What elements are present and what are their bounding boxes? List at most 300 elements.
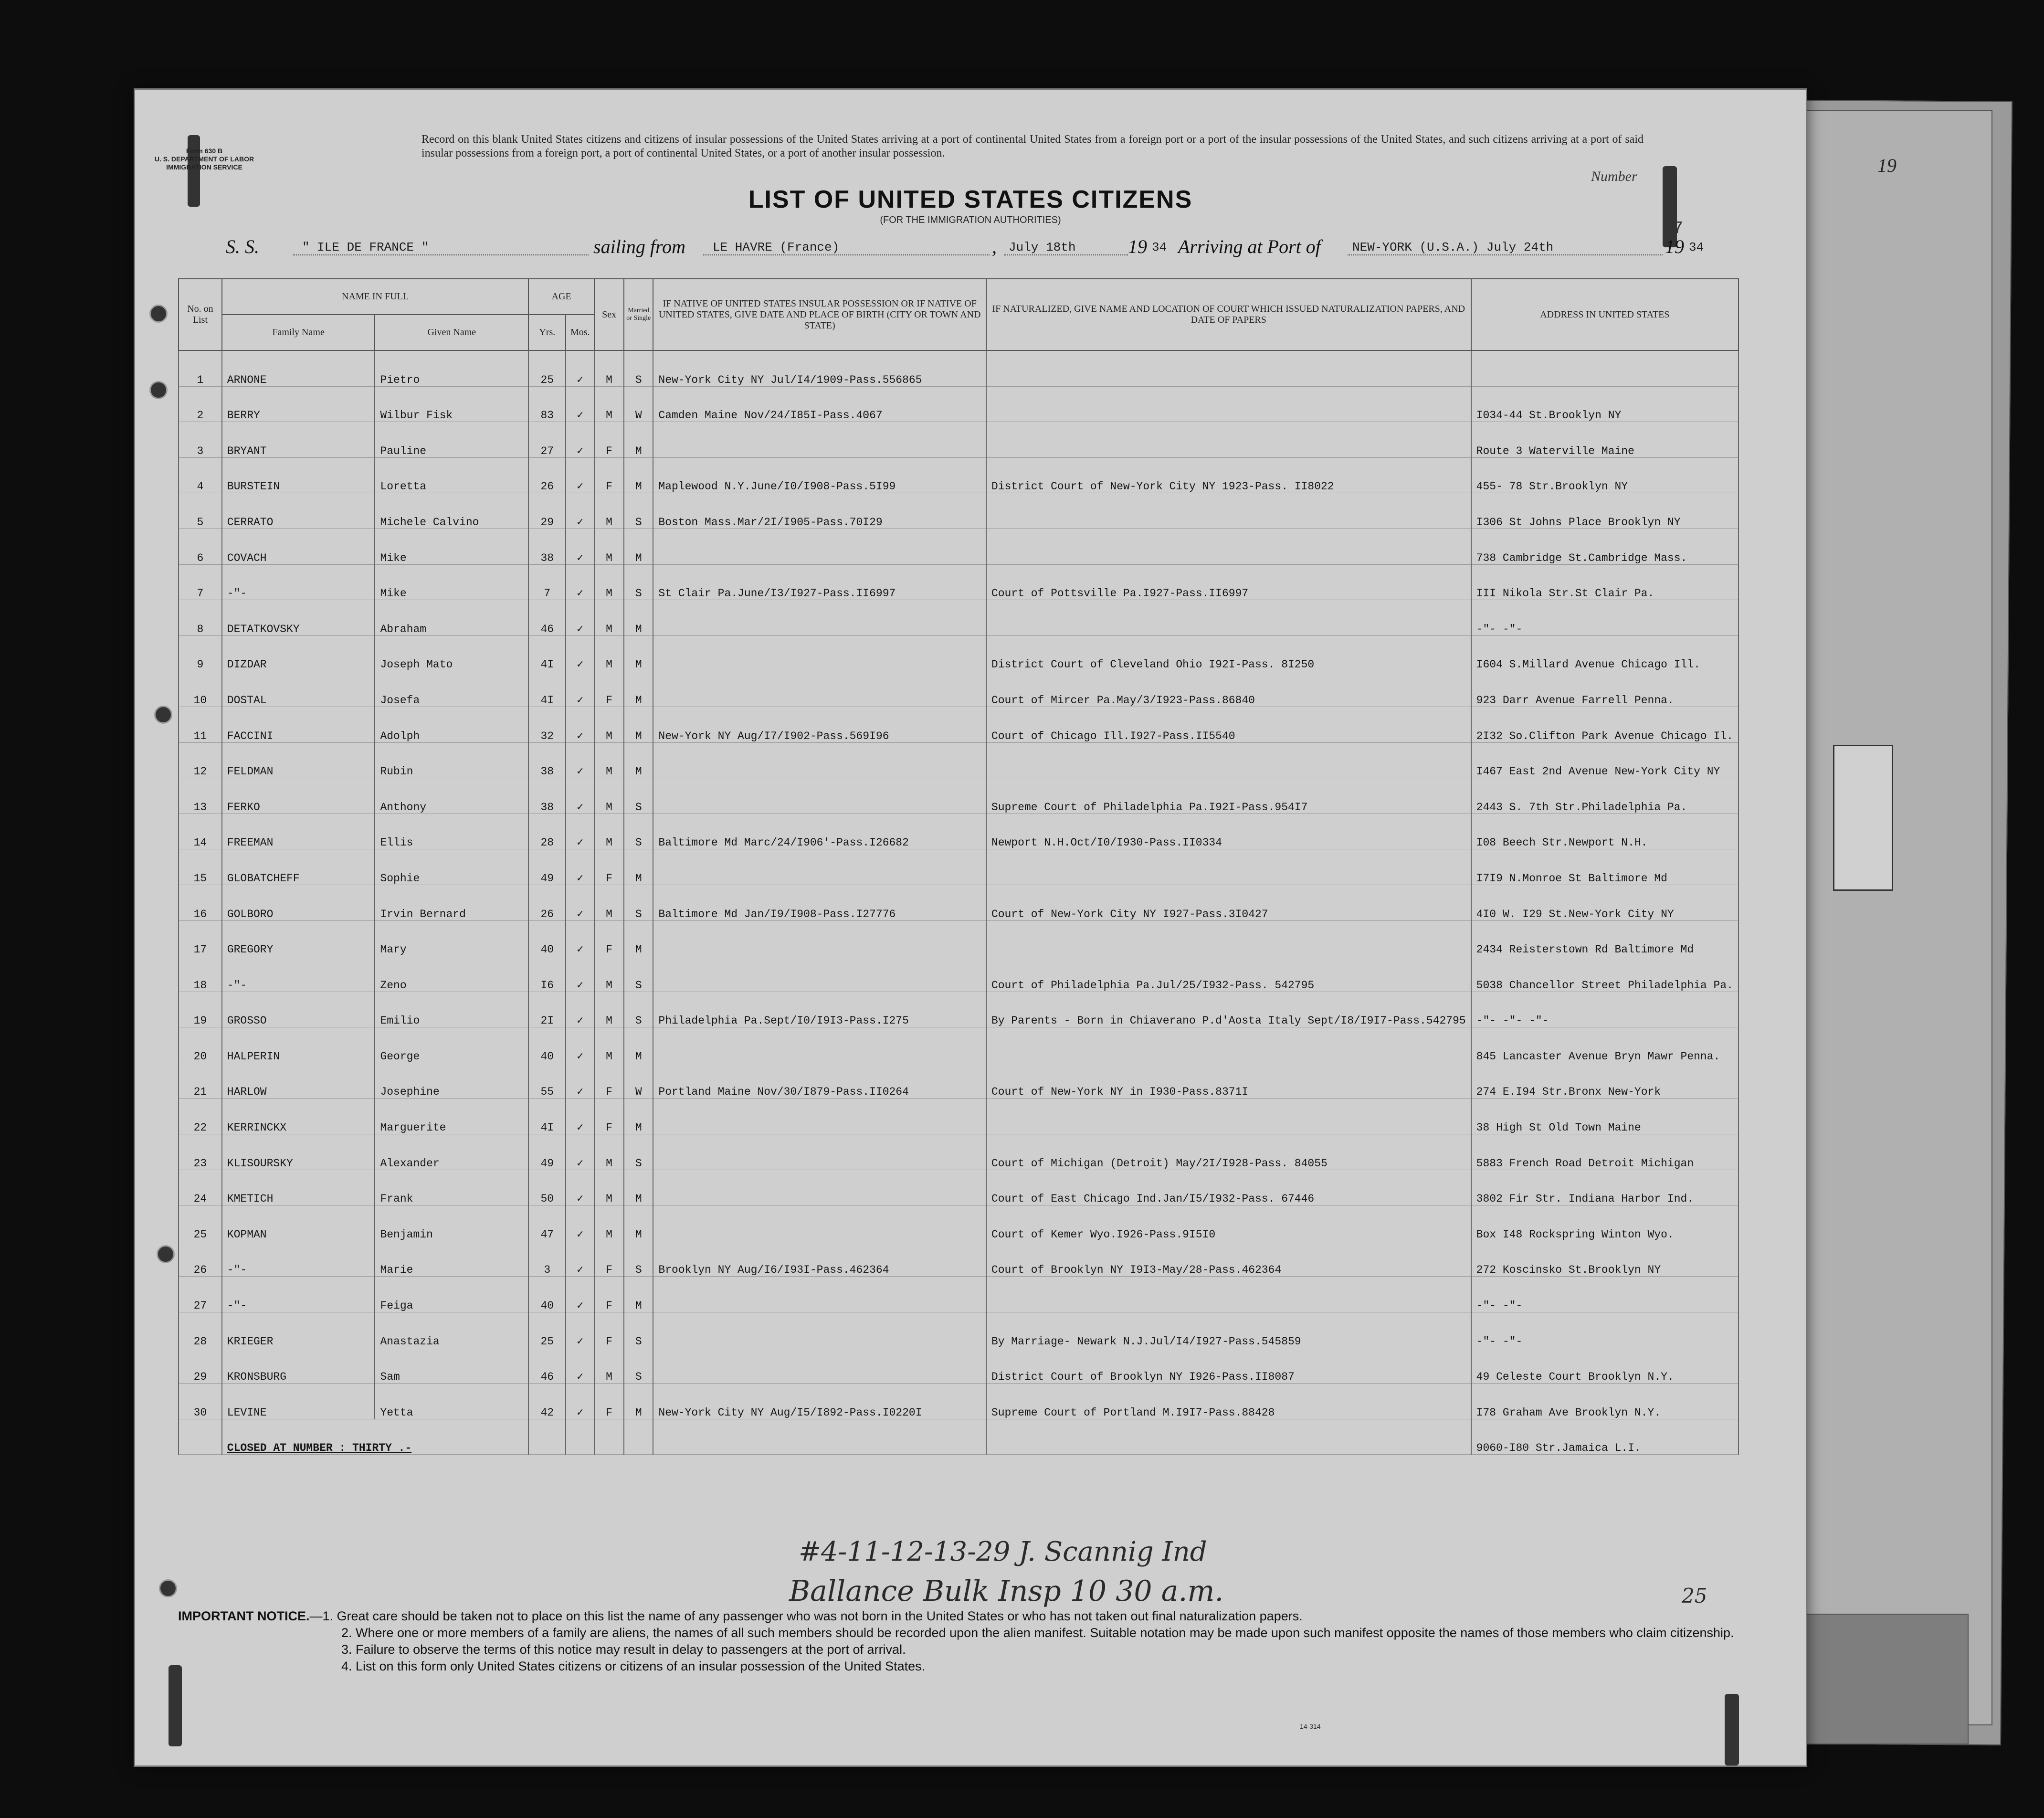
age-months: ✓ (566, 1241, 594, 1277)
age-years: 4I (528, 635, 566, 671)
age-years: 49 (528, 849, 566, 885)
sex: M (594, 350, 624, 386)
given-name: Joseph Mato (375, 635, 528, 671)
address: Box I48 Rockspring Winton Wyo. (1471, 1205, 1738, 1241)
family-name: KRIEGER (222, 1312, 375, 1348)
table-row (179, 1134, 1738, 1170)
notice-text: —1. Great care should be taken not to place on this list the name of any passenger who was not born in the United States or who has not taken out final naturalization papers. (309, 1609, 1303, 1623)
age-months: ✓ (566, 707, 594, 742)
birth-info (653, 1134, 986, 1170)
naturalization-info (986, 422, 1471, 458)
passenger-number: 9 (179, 635, 222, 671)
passenger-number: 29 (179, 1348, 222, 1384)
age-years: 40 (528, 1277, 566, 1312)
passenger-number: 26 (179, 1241, 222, 1277)
table-row (179, 528, 1738, 564)
col-mos: Mos. (566, 315, 594, 350)
naturalization-info (986, 493, 1471, 529)
marital-status: M (624, 1027, 653, 1063)
age-months: ✓ (566, 885, 594, 920)
passenger-number: 5 (179, 493, 222, 529)
marital-status: M (624, 849, 653, 885)
marital-status: W (624, 1063, 653, 1099)
naturalization-info: Supreme Court of Philadelphia Pa.I92I-Pass.954I7 (986, 778, 1471, 814)
age-months: ✓ (566, 1277, 594, 1312)
punch-hole (159, 1579, 177, 1597)
back-sheet (1795, 110, 1992, 1725)
marital-status: S (624, 1312, 653, 1348)
address: -"- -"- -"- (1471, 992, 1738, 1027)
age-months: ✓ (566, 635, 594, 671)
sex: F (594, 1277, 624, 1312)
naturalization-info (986, 386, 1471, 422)
age-months: ✓ (566, 1384, 594, 1419)
address: -"- -"- (1471, 1312, 1738, 1348)
naturalization-info (986, 1277, 1471, 1312)
closing-cell (653, 1419, 986, 1455)
table-row (179, 1384, 1738, 1419)
given-name: Frank (375, 1170, 528, 1205)
passenger-number: 7 (179, 564, 222, 600)
marital-status: M (624, 600, 653, 636)
passenger-number: 27 (179, 1277, 222, 1312)
birth-info: Boston Mass.Mar/2I/I905-Pass.70I29 (653, 493, 986, 529)
marital-status: S (624, 564, 653, 600)
ship-name: " ILE DE FRANCE " (302, 240, 429, 254)
age-years: 28 (528, 814, 566, 849)
table-row (179, 635, 1738, 671)
address: 738 Cambridge St.Cambridge Mass. (1471, 528, 1738, 564)
table-row (179, 1205, 1738, 1241)
address: I7I9 N.Monroe St Baltimore Md (1471, 849, 1738, 885)
given-name: Zeno (375, 956, 528, 992)
age-years: 55 (528, 1063, 566, 1099)
birth-info: Philadelphia Pa.Sept/I0/I9I3-Pass.I275 (653, 992, 986, 1027)
given-name: Michele Calvino (375, 493, 528, 529)
given-name: Mary (375, 920, 528, 956)
given-name: Abraham (375, 600, 528, 636)
birth-info (653, 1099, 986, 1134)
sex: M (594, 493, 624, 529)
marital-status: M (624, 742, 653, 778)
age-years: 32 (528, 707, 566, 742)
passenger-number: 28 (179, 1312, 222, 1348)
age-years: 4I (528, 671, 566, 707)
margin-note: 19 (1877, 155, 1896, 176)
age-years: 46 (528, 1348, 566, 1384)
given-name: Rubin (375, 742, 528, 778)
age-months: ✓ (566, 992, 594, 1027)
birth-info (653, 1170, 986, 1205)
sex: F (594, 457, 624, 493)
age-years: 50 (528, 1170, 566, 1205)
age-months: ✓ (566, 1205, 594, 1241)
binding-tab (169, 1665, 182, 1746)
sex: M (594, 600, 624, 636)
table-row (179, 493, 1738, 529)
notice-item-3: 3. Failure to observe the terms of this notice may result in delay to passengers at the port of arrival. (341, 1642, 906, 1657)
age-years: 38 (528, 778, 566, 814)
family-name: GROSSO (222, 992, 375, 1027)
given-name: Yetta (375, 1384, 528, 1419)
birth-info (653, 1027, 986, 1063)
punch-hole (149, 305, 168, 323)
naturalization-info: Court of Michigan (Detroit) May/2I/I928-Pass. 84055 (986, 1134, 1471, 1170)
handwritten-note-2: Ballance Bulk Insp 10 30 a.m. (789, 1575, 1224, 1608)
naturalization-info: By Marriage- Newark N.J.Jul/I4/I927-Pass.545859 (986, 1312, 1471, 1348)
address: -"- -"- (1471, 1277, 1738, 1312)
address: 2I32 So.Clifton Park Avenue Chicago Il. (1471, 707, 1738, 742)
table-row (179, 671, 1738, 707)
arrival-year-prefix: 19 (1665, 236, 1684, 257)
punch-hole (154, 706, 172, 724)
family-name: KLISOURSKY (222, 1134, 375, 1170)
ship-underline (293, 254, 589, 255)
marital-status: M (624, 422, 653, 458)
naturalization-info: Newport N.H.Oct/I0/I930-Pass.II0334 (986, 814, 1471, 849)
naturalization-info (986, 742, 1471, 778)
family-name: -"- (222, 1277, 375, 1312)
age-years: 49 (528, 1134, 566, 1170)
manifest-page (134, 88, 1896, 1767)
sex: M (594, 528, 624, 564)
passenger-number: 1 (179, 350, 222, 386)
handwritten-note-1: #4-11-12-13-29 J. Scannig Ind (799, 1536, 1207, 1567)
family-name: ARNONE (222, 350, 375, 386)
marital-status: S (624, 1348, 653, 1384)
sail-date: July 18th (1009, 240, 1076, 254)
closing-cell-no (179, 1419, 222, 1455)
sex: F (594, 1241, 624, 1277)
family-name: FELDMAN (222, 742, 375, 778)
family-name: HARLOW (222, 1063, 375, 1099)
comma: , (992, 236, 997, 257)
table-row (179, 1312, 1738, 1348)
passenger-table (178, 278, 1739, 1455)
marital-status: S (624, 956, 653, 992)
age-months: ✓ (566, 350, 594, 386)
age-years: 42 (528, 1384, 566, 1419)
given-name: Mike (375, 564, 528, 600)
passenger-number: 22 (179, 1099, 222, 1134)
sex: M (594, 1027, 624, 1063)
marital-status: M (624, 1205, 653, 1241)
passenger-number: 30 (179, 1384, 222, 1419)
sail-date-underline (1004, 254, 1128, 255)
table-row (179, 457, 1738, 493)
marital-status: S (624, 885, 653, 920)
birth-info (653, 1348, 986, 1384)
given-name: Josephine (375, 1063, 528, 1099)
birth-info (653, 778, 986, 814)
age-years: 38 (528, 528, 566, 564)
given-name: Emilio (375, 992, 528, 1027)
family-name: GLOBATCHEFF (222, 849, 375, 885)
age-months: ✓ (566, 1027, 594, 1063)
passenger-number: 25 (179, 1205, 222, 1241)
birth-info: Baltimore Md Marc/24/I906'-Pass.I26682 (653, 814, 986, 849)
table-row (179, 1099, 1738, 1134)
birth-info (653, 600, 986, 636)
address: I08 Beech Str.Newport N.H. (1471, 814, 1738, 849)
col-married: Married or Single (624, 279, 653, 350)
naturalization-info: Court of Brooklyn NY I9I3-May/28-Pass.462364 (986, 1241, 1471, 1277)
family-name: GOLBORO (222, 885, 375, 920)
age-years: 38 (528, 742, 566, 778)
birth-info (653, 1277, 986, 1312)
sex: M (594, 1348, 624, 1384)
given-name: Loretta (375, 457, 528, 493)
marital-status: M (624, 1099, 653, 1134)
marital-status: S (624, 814, 653, 849)
table-row (179, 1027, 1738, 1063)
birth-info (653, 1312, 986, 1348)
family-name: DOSTAL (222, 671, 375, 707)
age-months: ✓ (566, 564, 594, 600)
passenger-number: 24 (179, 1170, 222, 1205)
table-row (179, 1170, 1738, 1205)
binding-tab (1725, 1694, 1739, 1765)
sex: M (594, 885, 624, 920)
closing-cell (986, 1419, 1471, 1455)
age-years: I6 (528, 956, 566, 992)
address: 4I0 W. I29 St.New-York City NY (1471, 885, 1738, 920)
given-name: Marie (375, 1241, 528, 1277)
birth-info: Maplewood N.Y.June/I0/I908-Pass.5I99 (653, 457, 986, 493)
age-months: ✓ (566, 457, 594, 493)
family-name: KMETICH (222, 1170, 375, 1205)
address: Route 3 Waterville Maine (1471, 422, 1738, 458)
sex: M (594, 564, 624, 600)
naturalization-info: Court of Pottsville Pa.I927-Pass.II6997 (986, 564, 1471, 600)
closing-text: CLOSED AT NUMBER : THIRTY .- (222, 1419, 528, 1455)
notice-item-1 (178, 1608, 1744, 1625)
naturalization-info: Court of Mircer Pa.May/3/I923-Pass.86840 (986, 671, 1471, 707)
year-prefix: 19 (1128, 236, 1147, 257)
col-yrs: Yrs. (528, 315, 566, 350)
passenger-number: 23 (179, 1134, 222, 1170)
passenger-number: 21 (179, 1063, 222, 1099)
sex: M (594, 956, 624, 992)
marital-status: S (624, 1134, 653, 1170)
family-name: -"- (222, 1241, 375, 1277)
from-port: LE HAVRE (France) (713, 240, 840, 254)
address: I034-44 St.Brooklyn NY (1471, 386, 1738, 422)
given-name: Pauline (375, 422, 528, 458)
closing-cell (624, 1419, 653, 1455)
address: 923 Darr Avenue Farrell Penna. (1471, 671, 1738, 707)
age-months: ✓ (566, 1099, 594, 1134)
col-sex: Sex (594, 279, 624, 350)
sex: M (594, 635, 624, 671)
family-name: FREEMAN (222, 814, 375, 849)
form-print-number: 14-314 (1300, 1723, 1321, 1730)
col-address: ADDRESS IN UNITED STATES (1471, 279, 1738, 350)
family-name: HALPERIN (222, 1027, 375, 1063)
passenger-rows (179, 350, 1738, 1419)
closing-row (179, 1419, 1738, 1455)
address: 845 Lancaster Avenue Bryn Mawr Penna. (1471, 1027, 1738, 1063)
age-years: 40 (528, 920, 566, 956)
table-row (179, 1348, 1738, 1384)
birth-info: Baltimore Md Jan/I9/I908-Pass.I27776 (653, 885, 986, 920)
marital-status: M (624, 635, 653, 671)
table-row (179, 600, 1738, 636)
age-months: ✓ (566, 1312, 594, 1348)
sex: F (594, 1063, 624, 1099)
address: 455- 78 Str.Brooklyn NY (1471, 457, 1738, 493)
important-notice (178, 1608, 1744, 1675)
marital-status: M (624, 920, 653, 956)
naturalization-info: District Court of Cleveland Ohio I92I-Pass. 8I250 (986, 635, 1471, 671)
age-months: ✓ (566, 422, 594, 458)
given-name: Anthony (375, 778, 528, 814)
family-name: BRYANT (222, 422, 375, 458)
punch-hole (157, 1245, 175, 1263)
birth-info: New-York City NY Jul/I4/1909-Pass.556865 (653, 350, 986, 386)
address (1471, 350, 1738, 386)
table-row (179, 1241, 1738, 1277)
address: 49 Celeste Court Brooklyn N.Y. (1471, 1348, 1738, 1384)
marital-status: W (624, 386, 653, 422)
passenger-number: 13 (179, 778, 222, 814)
age-months: ✓ (566, 528, 594, 564)
col-age: AGE (528, 279, 594, 315)
naturalization-info: Court of Kemer Wyo.I926-Pass.9I5I0 (986, 1205, 1471, 1241)
age-years: 29 (528, 493, 566, 529)
passenger-number: 4 (179, 457, 222, 493)
closing-cell (528, 1419, 566, 1455)
marital-status: S (624, 992, 653, 1027)
age-months: ✓ (566, 814, 594, 849)
naturalization-info: Supreme Court of Portland M.I9I7-Pass.88428 (986, 1384, 1471, 1419)
service: IMMIGRATION SERVICE (166, 163, 242, 171)
age-years: 40 (528, 1027, 566, 1063)
sex: M (594, 1134, 624, 1170)
naturalization-info: By Parents - Born in Chiaverano P.d'Aosta Italy Sept/I8/I9I7-Pass.542795 (986, 992, 1471, 1027)
passenger-number: 11 (179, 707, 222, 742)
table-row (179, 1277, 1738, 1312)
address: -"- -"- (1471, 600, 1738, 636)
age-months: ✓ (566, 742, 594, 778)
birth-info: New-York NY Aug/I7/I902-Pass.569I96 (653, 707, 986, 742)
passenger-number: 6 (179, 528, 222, 564)
given-name: Josefa (375, 671, 528, 707)
birth-info (653, 849, 986, 885)
family-name: DIZDAR (222, 635, 375, 671)
table-row (179, 564, 1738, 600)
birth-info: St Clair Pa.June/I3/I927-Pass.II6997 (653, 564, 986, 600)
given-name: Alexander (375, 1134, 528, 1170)
marital-status: S (624, 350, 653, 386)
given-name: Marguerite (375, 1099, 528, 1134)
sex: M (594, 742, 624, 778)
naturalization-info (986, 600, 1471, 636)
department: U. S. DEPARTMENT OF LABOR (154, 155, 254, 163)
notice-label: IMPORTANT NOTICE. (178, 1609, 310, 1623)
age-months: ✓ (566, 1134, 594, 1170)
family-name: -"- (222, 564, 375, 600)
back-sheet-tab (1833, 745, 1893, 891)
number-label: Number (1591, 169, 1637, 184)
marital-status: M (624, 1384, 653, 1419)
given-name: Sam (375, 1348, 528, 1384)
page-subtitle: (FOR THE IMMIGRATION AUTHORITIES) (880, 215, 1061, 225)
given-name: Anastazia (375, 1312, 528, 1348)
passenger-number: 12 (179, 742, 222, 778)
age-months: ✓ (566, 386, 594, 422)
family-name: KOPMAN (222, 1205, 375, 1241)
passenger-number: 2 (179, 386, 222, 422)
sex: F (594, 849, 624, 885)
col-family: Family Name (222, 315, 375, 350)
family-name: DETATKOVSKY (222, 600, 375, 636)
age-months: ✓ (566, 1063, 594, 1099)
sex: M (594, 778, 624, 814)
family-name: BURSTEIN (222, 457, 375, 493)
family-name: FERKO (222, 778, 375, 814)
address: I78 Graham Ave Brooklyn N.Y. (1471, 1384, 1738, 1419)
table-row (179, 956, 1738, 992)
sex: M (594, 707, 624, 742)
form-number: Form 630 B (186, 147, 223, 155)
naturalization-info: Court of East Chicago Ind.Jan/I5/I932-Pass. 67446 (986, 1170, 1471, 1205)
passenger-number: 8 (179, 600, 222, 636)
address: 272 Koscinsko St.Brooklyn NY (1471, 1241, 1738, 1277)
address: 5038 Chancellor Street Philadelphia Pa. (1471, 956, 1738, 992)
age-years: 26 (528, 885, 566, 920)
header-text: Record on this blank United States citizens and citizens of insular possessions of the United States arriving at a port of continental United States from a foreign port or a port of the insular possessions of the United States, and such citizens arriving at a port of said insular possessions from a foreign port, a port of continental United States, or a port of another insular possession. (421, 133, 1644, 159)
age-years: 25 (528, 1312, 566, 1348)
birth-info (653, 1205, 986, 1241)
sex: M (594, 1205, 624, 1241)
col-no: No. on List (179, 279, 222, 350)
address: 274 E.I94 Str.Bronx New-York (1471, 1063, 1738, 1099)
age-months: ✓ (566, 920, 594, 956)
table-row (179, 849, 1738, 885)
sex: F (594, 422, 624, 458)
naturalization-info: Court of New-York NY in I930-Pass.8371I (986, 1063, 1471, 1099)
birth-info (653, 635, 986, 671)
birth-info: Camden Maine Nov/24/I85I-Pass.4067 (653, 386, 986, 422)
age-years: 4I (528, 1099, 566, 1134)
given-name: Pietro (375, 350, 528, 386)
passenger-number: 10 (179, 671, 222, 707)
arrival-underline (1348, 254, 1663, 255)
table-row (179, 422, 1738, 458)
age-years: 27 (528, 422, 566, 458)
sex: F (594, 920, 624, 956)
given-name: Ellis (375, 814, 528, 849)
sail-year: 34 (1152, 240, 1167, 254)
family-name: FACCINI (222, 707, 375, 742)
age-years: 25 (528, 350, 566, 386)
birth-info: Portland Maine Nov/30/I879-Pass.II0264 (653, 1063, 986, 1099)
sex: F (594, 1312, 624, 1348)
age-years: 47 (528, 1205, 566, 1241)
arrival-year: 34 (1689, 240, 1704, 254)
given-name: Feiga (375, 1277, 528, 1312)
age-years: 26 (528, 457, 566, 493)
birth-info (653, 528, 986, 564)
page-number: 37 (1663, 219, 1684, 238)
table-row (179, 386, 1738, 422)
passenger-number: 18 (179, 956, 222, 992)
given-name: Wilbur Fisk (375, 386, 528, 422)
address: 2443 S. 7th Str.Philadelphia Pa. (1471, 778, 1738, 814)
passenger-number: 3 (179, 422, 222, 458)
passenger-number: 16 (179, 885, 222, 920)
